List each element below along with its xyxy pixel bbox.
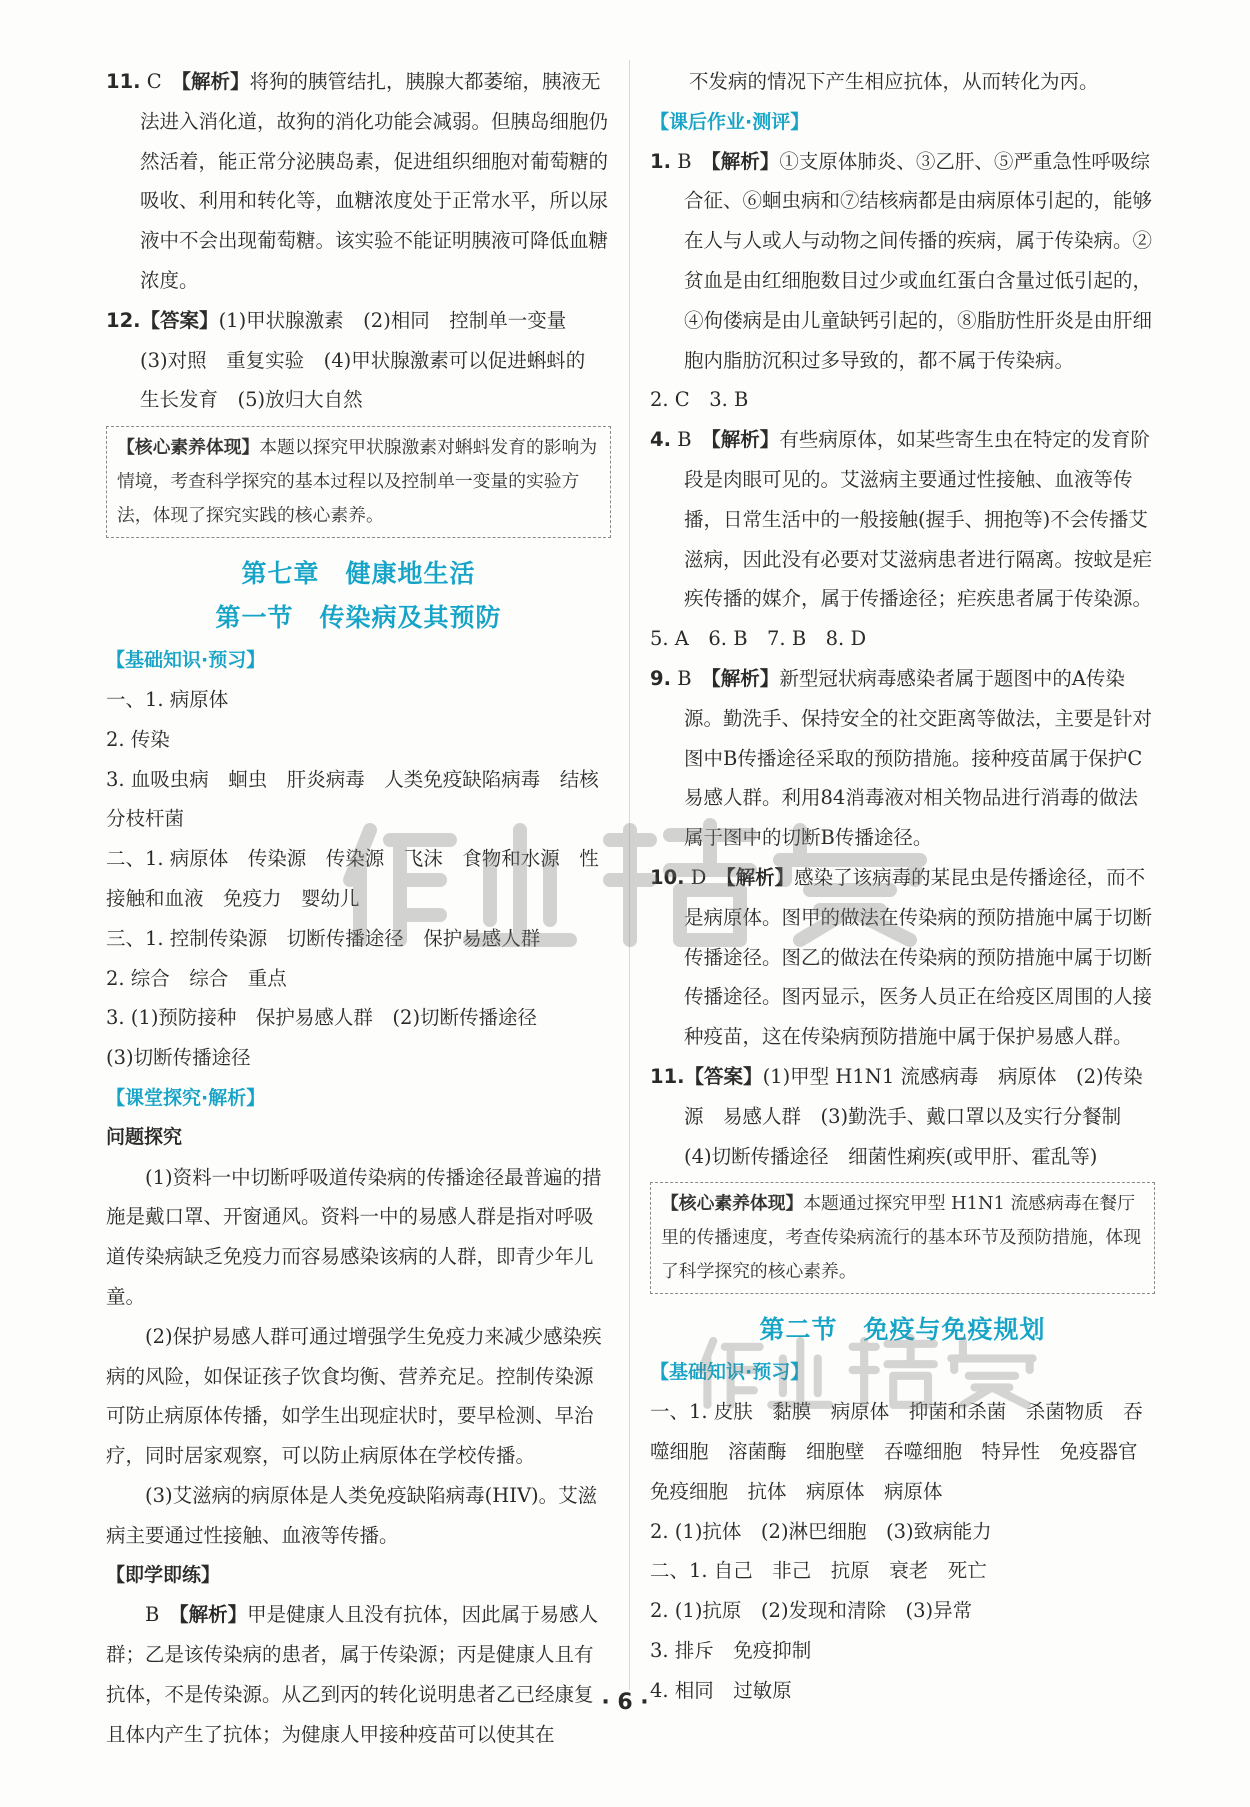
answer-11: 11. C 【解析】将狗的胰管结扎，胰腺大都萎缩，胰液无法进入消化道，故狗的消化功能会减弱。但胰岛细胞仍然活着，能正常分泌胰岛素，促进组织细胞对葡萄糖的吸收、利用和转化等，血糖浓度处于正常水平，所以尿液中不会出现葡萄糖。该实验不能证明胰液可降低血糖浓度。: [106, 70, 609, 292]
section-head-homework: 【课后作业·测评】: [650, 110, 810, 133]
continued-text: 不发病的情况下产生相应抗体，从而转化为丙。: [689, 70, 1099, 93]
section-title: 第二节 免疫与免疫规划: [759, 1315, 1046, 1345]
basic-item: 2. (1)抗原 (2)发现和清除 (3)异常: [650, 1599, 973, 1623]
basic-item: (3)切断传播途径: [106, 1046, 251, 1070]
basic-item: 4. 相同 过敏原: [650, 1678, 792, 1702]
page-number: · 6 ·: [601, 1690, 649, 1715]
answer-5-8: 5. A 6. B 7. B 8. D: [650, 627, 867, 651]
answer-2-3: 2. C 3. B: [650, 388, 749, 412]
explore-paragraph: (1)资料一中切断呼吸道传染病的传播途径最普遍的措施是戴口罩、开窗通风。资料一中的易感人群是指对呼吸道传染病缺乏免疫力而容易感染该病的人群，即青少年儿童。: [106, 1165, 602, 1308]
basic-item: 3. 血吸虫病 蛔虫 肝炎病毒 人类免疫缺陷病毒 结核分枝杆菌: [106, 767, 599, 831]
practice-heading: 【即学即练】: [106, 1563, 221, 1586]
watermark-logo: [690, 1310, 1050, 1430]
basic-item: 一、1. 病原体: [106, 687, 229, 711]
answer-9: 9. B 【解析】新型冠状病毒感染者属于题图中的A传染源。勤洗手、保持安全的社交距离等做法，主要是针对图中B传播途径采取的预防措施。接种疫苗属于保护C易感人群。利用84消毒液对相关物品进行消毒的做法属于图中的切断B传播途径。: [650, 666, 1153, 850]
basic-item: 2. (1)抗体 (2)淋巴细胞 (3)致病能力: [650, 1519, 992, 1543]
explore-paragraph: (2)保护易感人群可通过增强学生免疫力来减少感染疾病的风险，如保证孩子饮食均衡、营养充足。控制传染源可防止病原体传播，如学生出现症状时，要早检测、早治疗，同时居家观察，可以防止病原体在学校传播。: [106, 1324, 602, 1468]
answer-4: 4. B 【解析】有些病原体，如某些寄生虫在特定的发育阶段是肉眼可见的。艾滋病主要通过性接触、血液等传播，日常生活中的一般接触(握手、拥抱等)不会传播艾滋病，因此没有必要对艾滋病患者进行隔离。按蚊是疟疾传播的媒介，属于传播途径；疟疾患者属于传染源。: [650, 428, 1153, 611]
basic-item: 3. (1)预防接种 保护易感人群 (2)切断传播途径: [106, 1006, 538, 1030]
basic-item: 二、1. 病原体 传染源 传染源 飞沫 食物和水源 性接触和血液 免疫力 婴幼儿: [106, 847, 599, 910]
core-literacy-box: 【核心素养体现】本题通过探究甲型 H1N1 流感病毒在餐厅里的传播速度，考查传染病流行的基本环节及预防措施，体现了科学探究的核心素养。: [650, 1182, 1155, 1294]
answer-10: 10. D 【解析】感染了该病毒的某昆虫是传播途径，而不是病原体。图甲的做法在传染病的预防措施中属于切断传播途径。图乙的做法在传染病的预防措施中属于切断传播途径。图丙显示，医务人员正在给疫区周围的人接种疫苗，这在传染病预防措施中属于保护易感人群。: [650, 865, 1153, 1049]
explore-paragraph: (3)艾滋病的病原体是人类免疫缺陷病毒(HIV)。艾滋病主要通过性接触、血液等传播。: [106, 1483, 598, 1547]
watermark-logo: [330, 800, 950, 960]
core-literacy-box: 【核心素养体现】本题以探究甲状腺激素对蝌蚪发育的影响为情境，考查科学探究的基本过程以及控制单一变量的实验方法，体现了探究实践的核心素养。: [106, 426, 611, 538]
answer-12: 12.【答案】(1)甲状腺激素 (2)相同 控制单一变量 (3)对照 重复实验 (4)甲状腺激素可以促进蝌蚪的 生长发育 (5)放归大自然: [106, 308, 586, 412]
section-head-basic: 【基础知识·预习】: [650, 1361, 810, 1384]
problem-explore-heading: 问题探究: [106, 1125, 183, 1148]
basic-item: 二、1. 自己 非己 抗原 衰老 死亡: [650, 1559, 987, 1583]
basic-item: 三、1. 控制传染源 切断传播途径 保护易感人群: [106, 926, 541, 950]
section-head-basic: 【基础知识·预习】: [106, 649, 266, 672]
basic-item: 2. 传染: [106, 727, 170, 751]
basic-item: 一、1. 皮肤 黏膜 病原体 抑菌和杀菌 杀菌物质 吞噬细胞 溶菌酶 细胞壁 吞噬细胞 特异性 免疫器官 免疫细胞 抗体 病原体 病原体: [650, 1400, 1158, 1503]
chapter-title: 第七章 健康地生活: [241, 559, 476, 589]
section-title: 第一节 传染病及其预防: [215, 603, 502, 633]
basic-item: 3. 排斥 免疫抑制: [650, 1638, 812, 1662]
practice-answer: B 【解析】甲是健康人且没有抗体，因此属于易感人群；乙是该传染病的患者，属于传染源；丙是健康人且有抗体，不是传染源。从乙到丙的转化说明患者乙已经康复且体内产生了抗体；为健康人甲接种疫苗可以使其在: [106, 1603, 599, 1746]
section-head-class: 【课堂探究·解析】: [106, 1086, 266, 1109]
answer-11: 11.【答案】(1)甲型 H1N1 流感病毒 病原体 (2)传染 源 易感人群 (3)勤洗手、戴口罩以及实行分餐制 (4)切断传播途径 细菌性痢疾(或甲肝、霍乱等): [650, 1064, 1143, 1168]
basic-item: 2. 综合 综合 重点: [106, 966, 287, 990]
answer-1: 1. B 【解析】①支原体肺炎、③乙肝、⑤严重急性呼吸综合征、⑥蛔虫病和⑦结核病都是由病原体引起的，能够在人与人或人与动物之间传播的疾病，属于传染病。②贫血是由红细胞数目过少或血红蛋白含量过低引起的，④佝偻病是由儿童缺钙引起的，⑧脂肪性肝炎是由肝细胞内脂肪沉积过多导致的，都不属于传染病。: [650, 149, 1153, 372]
